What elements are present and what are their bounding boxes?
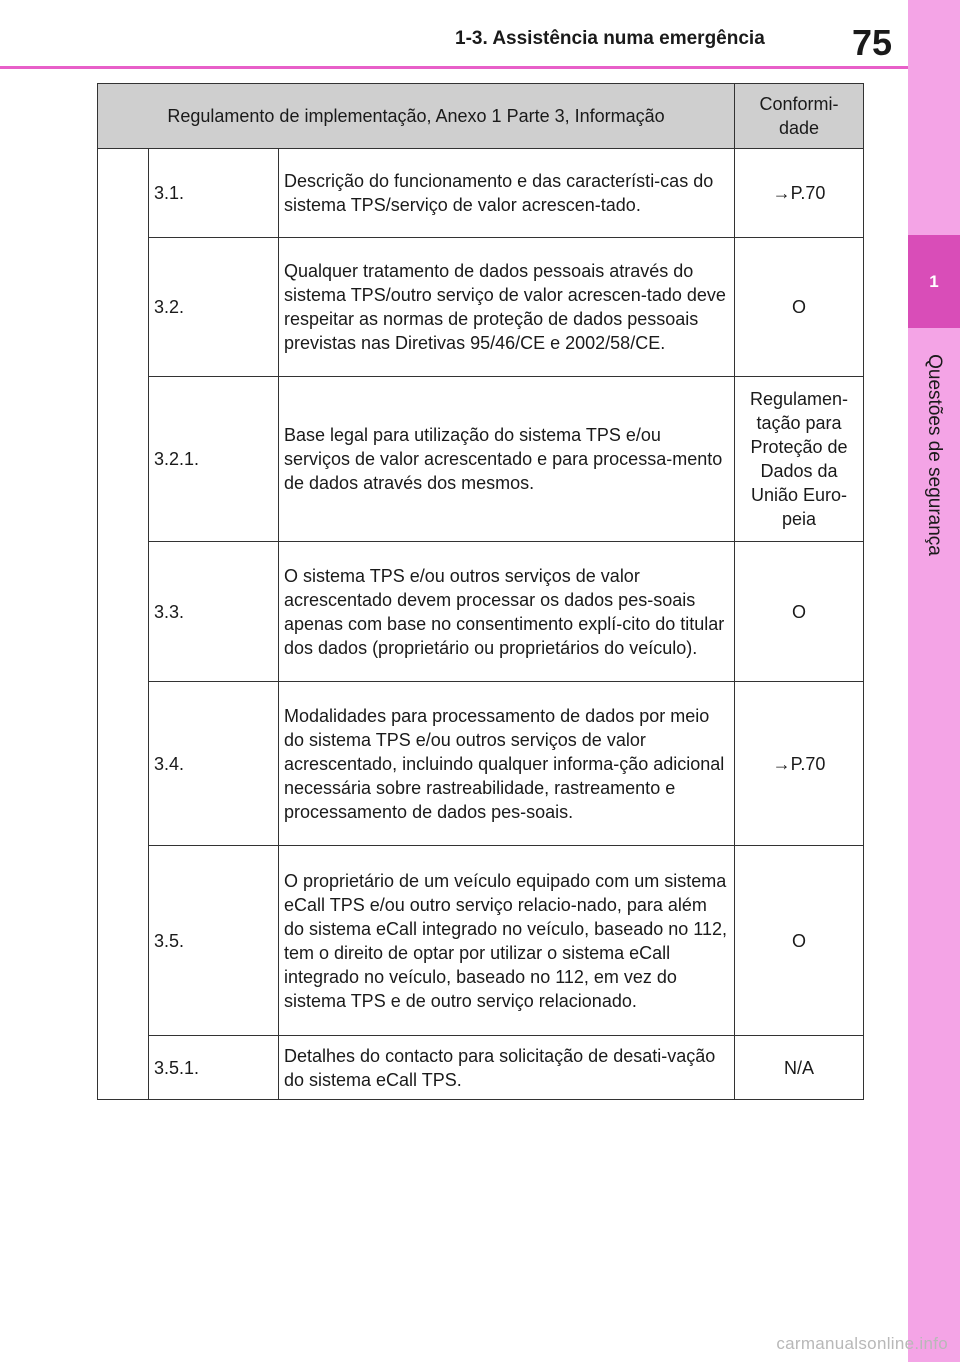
table-row bbox=[98, 1036, 864, 1100]
page-number: 75 bbox=[852, 22, 893, 63]
row-description: Detalhes do contacto para solicitação de desati-vação do sistema eCall TPS. bbox=[279, 1036, 735, 1100]
row-number: 3.5.1. bbox=[149, 1036, 279, 1100]
row-description: Modalidades para processamento de dados por meio do sistema TPS e/ou outros serviços de valor acrescentado, incluindo qualquer informa-ção adicional necessária sobre rastreabilidade, rastreamento e processamento de dados pes-soais. bbox=[279, 682, 735, 846]
table-left-blank-cell bbox=[98, 149, 149, 1100]
header-divider bbox=[0, 66, 908, 69]
row-conformity: →P.70 bbox=[735, 149, 864, 238]
table-row bbox=[98, 542, 864, 682]
page-header-title: 1-3. Assistência numa emergência bbox=[455, 28, 765, 49]
table-header-main: Regulamento de implementação, Anexo 1 Parte 3, Informação bbox=[98, 84, 735, 149]
row-description: Base legal para utilização do sistema TPS e/ou serviços de valor acrescentado e para processa-mento de dados através dos mesmos. bbox=[279, 377, 735, 542]
row-number: 3.2.1. bbox=[149, 377, 279, 542]
row-number: 3.5. bbox=[149, 846, 279, 1036]
table-row bbox=[98, 377, 864, 542]
row-conformity: O bbox=[735, 238, 864, 377]
row-description: O proprietário de um veículo equipado com um sistema eCall TPS e/ou outro serviço relacio-nado, para além do sistema eCall integrado no veículo, baseado no 112, tem o direito de optar por utilizar o sistema eCall integrado no veículo, baseado no 112, em vez do sistema TPS e de outro serviço relacionado. bbox=[279, 846, 735, 1036]
table-row bbox=[98, 238, 864, 377]
row-number: 3.2. bbox=[149, 238, 279, 377]
table-row bbox=[98, 149, 864, 238]
row-number: 3.1. bbox=[149, 149, 279, 238]
row-description: Descrição do funcionamento e das característi-cas do sistema TPS/serviço de valor acrescen-tado. bbox=[279, 149, 735, 238]
row-conformity: O bbox=[735, 846, 864, 1036]
table-row bbox=[98, 846, 864, 1036]
table-header-row bbox=[98, 84, 864, 149]
row-number: 3.4. bbox=[149, 682, 279, 846]
row-conformity: Regulamen-tação para Proteção de Dados da União Euro-peia bbox=[735, 377, 864, 542]
row-conformity: N/A bbox=[735, 1036, 864, 1100]
row-description: O sistema TPS e/ou outros serviços de valor acrescentado devem processar os dados pes-soais apenas com base no consentimento explí-cito do titular dos dados (proprietário ou proprietários do veículo). bbox=[279, 542, 735, 682]
regulation-table bbox=[97, 83, 864, 1100]
row-description: Qualquer tratamento de dados pessoais através do sistema TPS/outro serviço de valor acrescen-tado deve respeitar as normas de proteção de dados pessoais previstas nas Diretivas 95/46/CE e 2002/58/CE. bbox=[279, 238, 735, 377]
watermark: carmanualsonline.info bbox=[776, 1334, 948, 1353]
table-row bbox=[98, 682, 864, 846]
row-conformity: O bbox=[735, 542, 864, 682]
row-conformity: →P.70 bbox=[735, 682, 864, 846]
table-header-conformity: Conformi-dade bbox=[735, 84, 864, 149]
chapter-side-tab bbox=[908, 0, 960, 1362]
chapter-number-badge: 1 bbox=[908, 235, 960, 328]
row-number: 3.3. bbox=[149, 542, 279, 682]
chapter-label: Questões de segurança bbox=[924, 354, 945, 556]
